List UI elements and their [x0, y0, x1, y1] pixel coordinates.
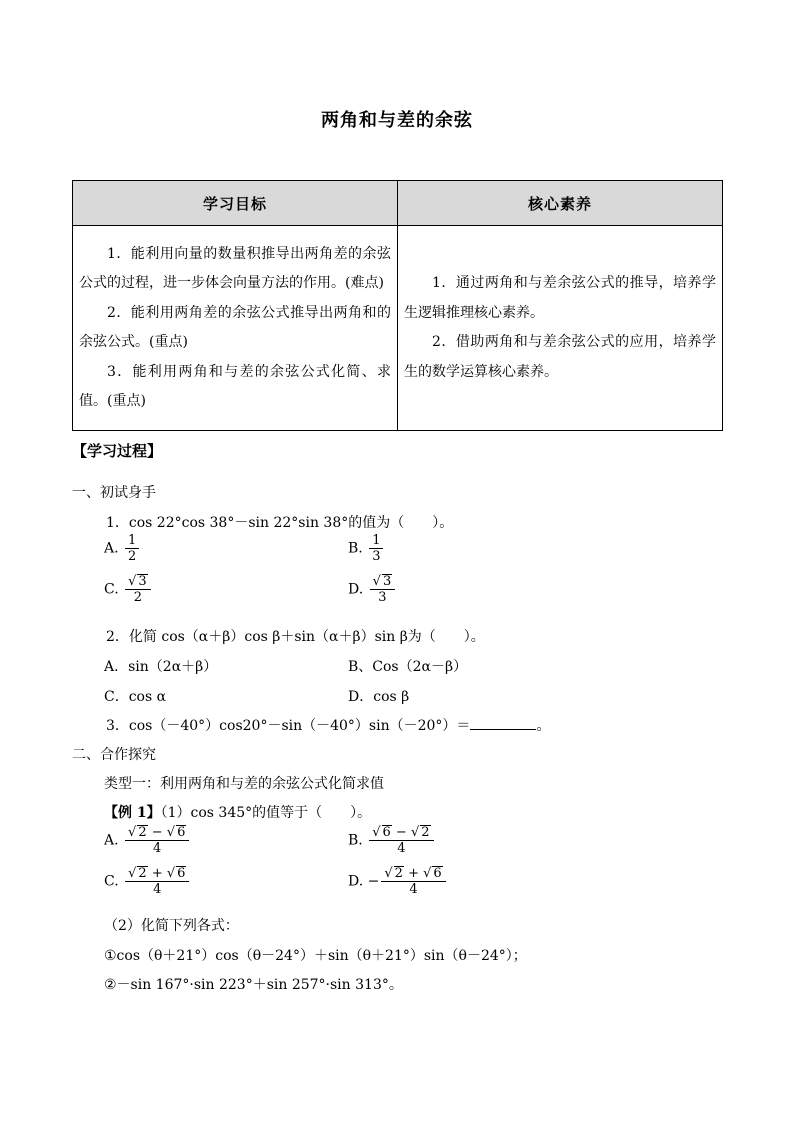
- numerator: √ 2 − √ 6: [125, 825, 189, 841]
- radicand: 2: [138, 866, 147, 881]
- denominator: 4: [397, 841, 406, 856]
- numerator: √ 3: [125, 574, 151, 590]
- ex1-option-c: [104, 866, 191, 897]
- numerator: √ 2 + √ 6: [125, 866, 189, 882]
- ex1-option-b: [348, 825, 436, 856]
- denominator: 3: [378, 590, 387, 605]
- goal-item: 3．能利用两角和与差的余弦公式化简、求值。(重点): [79, 363, 391, 409]
- q3-stem: 3．cos（－40°）cos20°－sin（－40°）sin（－20°）＝: [106, 718, 471, 734]
- option-label: A.: [104, 540, 119, 557]
- q2-stem: 2．化简 cos（α＋β）cos β＋sin（α＋β）sin β为（ ）。: [106, 629, 485, 645]
- operator: −: [391, 825, 411, 840]
- fraction: [369, 533, 383, 564]
- literacy-item: 1．通过两角和与差余弦公式的推导，培养学生逻辑推理核心素养。: [404, 275, 716, 321]
- fraction: [125, 825, 189, 856]
- numerator: √ 2 + √ 6: [381, 866, 445, 882]
- fraction: [125, 533, 139, 564]
- page-title: 两角和与差的余弦: [321, 110, 473, 131]
- part2-stem: （2）化简下列各式：: [104, 918, 239, 934]
- q1-option-d: [348, 574, 397, 605]
- q1-option-c: [104, 574, 153, 605]
- denominator: 4: [153, 882, 162, 897]
- denominator: 2: [133, 590, 143, 605]
- q1-option-b: [348, 533, 385, 564]
- radicand: 3: [382, 574, 392, 589]
- option-label: B.: [348, 832, 363, 849]
- objectives-table: [72, 180, 723, 431]
- fraction: [381, 866, 445, 897]
- radicand: 2: [421, 825, 430, 840]
- radicand: 6: [177, 866, 186, 881]
- numerator: √ 6 − √ 2: [369, 825, 433, 841]
- denominator: 3: [372, 549, 381, 564]
- learning-goals-cell: [73, 226, 398, 431]
- header-learning-goals: 学习目标: [73, 181, 398, 226]
- option-label: B.: [348, 540, 363, 557]
- option-label: A.: [104, 832, 119, 849]
- numerator: 1: [125, 533, 139, 549]
- numerator: √ 3: [370, 574, 396, 590]
- operator: −: [147, 825, 167, 840]
- option-label: D.: [348, 873, 364, 890]
- q1-stem: 1．cos 22°cos 38°－sin 22°sin 38°的值为（ ）。: [106, 515, 454, 531]
- denominator: 4: [153, 841, 162, 856]
- goal-item: 1．能利用向量的数量积推导出两角差的余弦公式的过程，进一步体会向量方法的作用。(难点): [79, 245, 391, 291]
- section1-heading: 一、初试身手: [72, 485, 156, 501]
- goal-item: 2．能利用两角差的余弦公式推导出两角和的余弦公式。(重点): [79, 304, 391, 350]
- ex1-option-d: [348, 866, 448, 897]
- literacy-item: 2．借助两角和与差余弦公式的应用，培养学生的数学运算核心素养。: [404, 334, 716, 380]
- q3-end: 。: [536, 718, 551, 734]
- option-label: C.: [104, 873, 119, 890]
- operator: +: [147, 866, 167, 881]
- q3-line: [106, 715, 550, 735]
- fraction: [125, 866, 189, 897]
- radicand: 6: [382, 825, 391, 840]
- fraction: [125, 574, 151, 605]
- radicand: 6: [433, 866, 442, 881]
- radicand: 2: [138, 825, 147, 840]
- core-literacy-cell: [398, 226, 723, 431]
- q2-option-d: D．cos β: [348, 689, 410, 705]
- radicand: 2: [394, 866, 403, 881]
- radicand: 3: [138, 574, 147, 589]
- q2-option-b: B、Cos（2α－β）: [348, 659, 468, 675]
- radicand: 6: [177, 825, 186, 840]
- fraction: [370, 574, 396, 605]
- option-label: D.: [348, 581, 364, 598]
- example1-label: 【例 1】: [104, 805, 161, 821]
- header-core-literacy: 核心素养: [398, 181, 723, 226]
- fraction: [369, 825, 433, 856]
- section2-heading: 二、合作探究: [72, 747, 156, 763]
- example1-stem: （1）cos 345°的值等于（ ）。: [160, 805, 372, 821]
- operator: +: [403, 866, 424, 881]
- denominator: 4: [409, 882, 418, 897]
- simplify-item-2: ②－sin 167°·sin 223°＋sin 257°·sin 313°。: [104, 977, 403, 993]
- q2-option-a: A．sin（2α＋β）: [104, 659, 218, 675]
- answer-blank: [470, 715, 536, 730]
- numerator: 1: [369, 533, 383, 549]
- ex1-option-a: [104, 825, 191, 856]
- process-heading: 【学习过程】: [72, 442, 163, 460]
- option-label: C.: [104, 581, 119, 598]
- denominator: 2: [128, 549, 137, 564]
- type1-heading: 类型一：利用两角和与差的余弦公式化简求值: [104, 776, 384, 792]
- example1-stem-line: [104, 802, 371, 822]
- q2-option-c: C．cos α: [104, 689, 167, 705]
- simplify-item-1: ①cos（θ＋21°）cos（θ－24°）＋sin（θ＋21°）sin（θ－24°）；: [104, 948, 527, 964]
- minus-sign: −: [367, 873, 380, 890]
- q1-option-a: [104, 533, 141, 564]
